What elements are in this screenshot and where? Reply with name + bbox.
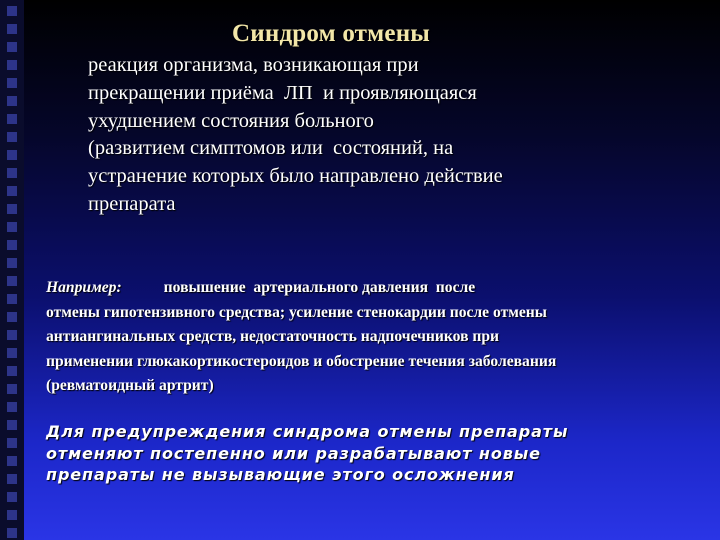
strip-square: [7, 222, 17, 232]
strip-square: [7, 474, 17, 484]
definition-line: устранение которых было направлено действие: [88, 165, 503, 188]
strip-square: [7, 150, 17, 160]
strip-square: [7, 240, 17, 250]
strip-square: [7, 24, 17, 34]
definition-line: ухудшением состояния больного: [88, 109, 374, 132]
strip-square: [7, 438, 17, 448]
definition-line: (развитием симптомов или состояний, на: [88, 137, 454, 160]
example-line: отмены гипотензивного средства; усиление стенокардии после отмены: [46, 303, 547, 321]
example-line: антиангинальных средств, недостаточность надпочечников при: [46, 328, 500, 345]
strip-square: [7, 60, 17, 70]
strip-square: [7, 312, 17, 322]
strip-square: [7, 420, 17, 430]
strip-square: [7, 528, 17, 538]
strip-square: [7, 78, 17, 88]
slide-title: Синдром отмены: [232, 20, 431, 47]
strip-square: [7, 402, 17, 412]
definition-line: препарата: [88, 192, 176, 215]
strip-square: [7, 456, 17, 466]
strip-square: [7, 384, 17, 394]
prevention-line: отменяют постепенно или разрабатывают новые: [46, 443, 541, 463]
example-line: (ревматоидный артрит): [46, 377, 214, 394]
prevention-paragraph: [46, 421, 706, 486]
strip-square: [7, 276, 17, 286]
strip-square: [7, 366, 17, 376]
definition-text: [88, 52, 688, 219]
strip-square: [7, 186, 17, 196]
strip-square: [7, 132, 17, 142]
decorative-side-strip: [0, 0, 24, 540]
example-line: повышение артериального давления после: [163, 279, 476, 296]
prevention-line: Для предупреждения синдрома отмены препараты: [46, 422, 569, 441]
example-label: Например:: [46, 279, 122, 296]
strip-square: [7, 114, 17, 124]
example-line: применении глюкакортикостероидов и обострение течения заболевания: [46, 352, 557, 370]
strip-square: [7, 96, 17, 106]
example-first-line: [46, 276, 706, 301]
definition-line: прекращении приёма ЛП и проявляющаяся: [88, 81, 477, 104]
strip-square: [7, 204, 17, 214]
strip-square: [7, 168, 17, 178]
strip-square: [7, 258, 17, 268]
strip-square: [7, 330, 17, 340]
strip-square: [7, 348, 17, 358]
definition-line: реакция организма, возникающая при: [88, 54, 419, 76]
strip-square: [7, 42, 17, 52]
strip-square: [7, 492, 17, 502]
prevention-line: препараты не вызывающие этого осложнения: [46, 465, 515, 484]
example-paragraph: [46, 276, 706, 399]
strip-square: [7, 294, 17, 304]
strip-square: [7, 510, 17, 520]
strip-square: [7, 6, 17, 16]
